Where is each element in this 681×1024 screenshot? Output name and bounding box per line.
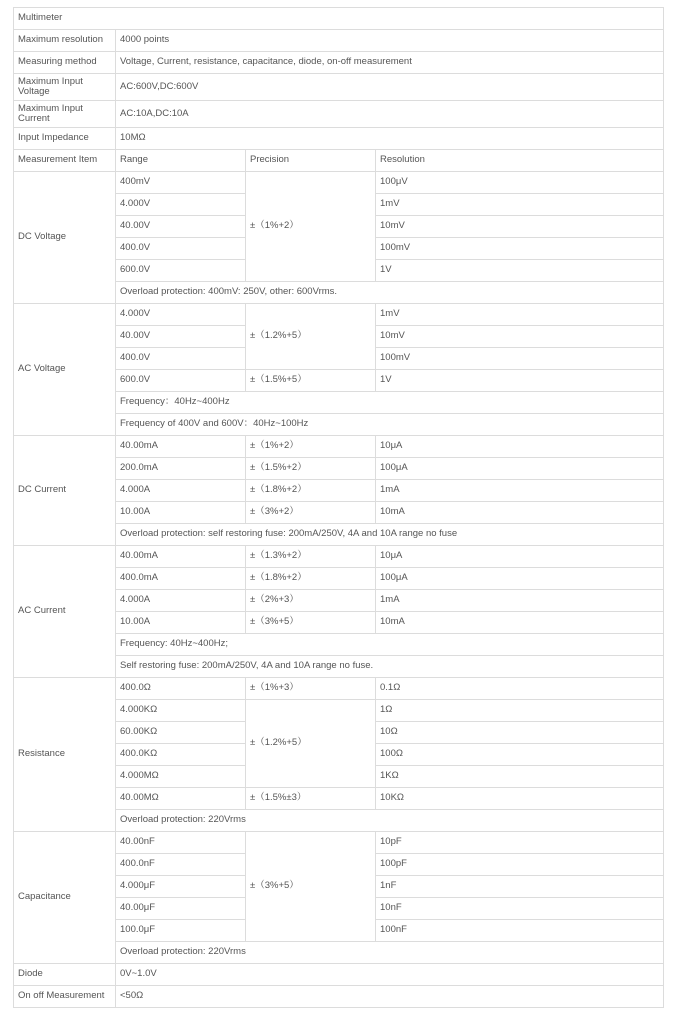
table-title: Multimeter: [14, 8, 664, 30]
spec-value: 0V~1.0V: [116, 964, 664, 986]
measurement-header-row: [14, 150, 664, 172]
precision-cell: ±（1.3%+2）: [246, 546, 376, 568]
note-cell: Frequency：40Hz~400Hz: [116, 392, 664, 414]
resolution-cell: 10mA: [376, 612, 664, 634]
spec-label: Maximum Input Voltage: [14, 74, 116, 101]
spec-row: [14, 964, 664, 986]
note-cell: Frequency: 40Hz~400Hz;: [116, 634, 664, 656]
note-cell: Overload protection: 220Vrms: [116, 942, 664, 964]
spec-row: [14, 986, 664, 1008]
dc-current-label: DC Current: [14, 436, 116, 546]
resolution-cell: 1Ω: [376, 700, 664, 722]
precision-cell: ±（2%+3）: [246, 590, 376, 612]
resolution-cell: 100pF: [376, 854, 664, 876]
note-cell: Overload protection: 220Vrms: [116, 810, 664, 832]
range-cell: 40.00nF: [116, 832, 246, 854]
spec-row: [14, 52, 664, 74]
range-cell: 4.000MΩ: [116, 766, 246, 788]
header-resolution: Resolution: [376, 150, 664, 172]
range-cell: 40.00mA: [116, 436, 246, 458]
resolution-cell: 1mA: [376, 480, 664, 502]
spec-value: Voltage, Current, resistance, capacitance, diode, on-off measurement: [116, 52, 664, 74]
resolution-cell: 0.1Ω: [376, 678, 664, 700]
range-cell: 4.000μF: [116, 876, 246, 898]
resolution-cell: 10KΩ: [376, 788, 664, 810]
resolution-cell: 10pF: [376, 832, 664, 854]
table-row: [14, 678, 664, 700]
precision-cell: ±（1.2%+5）: [246, 304, 376, 370]
resolution-cell: 1mV: [376, 194, 664, 216]
spec-value: 10MΩ: [116, 128, 664, 150]
table-row: [14, 172, 664, 194]
range-cell: 600.0V: [116, 370, 246, 392]
header-measurement-item: Measurement Item: [14, 150, 116, 172]
diode-label: Diode: [14, 964, 116, 986]
note-cell: Overload protection: self restoring fuse: 200mA/250V, 4A and 10A range no fuse: [116, 524, 664, 546]
ac-current-label: AC Current: [14, 546, 116, 678]
range-cell: 100.0μF: [116, 920, 246, 942]
note-cell: Frequency of 400V and 600V：40Hz~100Hz: [116, 414, 664, 436]
onoff-label: On off Measurement: [14, 986, 116, 1008]
spec-label: Maximum resolution: [14, 30, 116, 52]
range-cell: 4.000KΩ: [116, 700, 246, 722]
resolution-cell: 1V: [376, 260, 664, 282]
spec-label: Measuring method: [14, 52, 116, 74]
spec-row: [14, 74, 664, 101]
table-row: [14, 832, 664, 854]
precision-cell: ±（1.5%+5）: [246, 370, 376, 392]
note-cell: Self restoring fuse: 200mA/250V, 4A and 10A range no fuse.: [116, 656, 664, 678]
range-cell: 4.000A: [116, 480, 246, 502]
header-range: Range: [116, 150, 246, 172]
ac-voltage-label: AC Voltage: [14, 304, 116, 436]
resolution-cell: 100μA: [376, 568, 664, 590]
spec-label: Input Impedance: [14, 128, 116, 150]
header-precision: Precision: [246, 150, 376, 172]
range-cell: 400.0nF: [116, 854, 246, 876]
range-cell: 400.0V: [116, 348, 246, 370]
range-cell: 400mV: [116, 172, 246, 194]
capacitance-label: Capacitance: [14, 832, 116, 964]
precision-cell: ±（1.2%+5）: [246, 700, 376, 788]
resolution-cell: 100nF: [376, 920, 664, 942]
resolution-cell: 100Ω: [376, 744, 664, 766]
range-cell: 40.00μF: [116, 898, 246, 920]
resolution-cell: 1KΩ: [376, 766, 664, 788]
spec-label: Maximum Input Current: [14, 101, 116, 128]
precision-cell: ±（1.5%±3）: [246, 788, 376, 810]
range-cell: 4.000V: [116, 194, 246, 216]
precision-cell: ±（3%+5）: [246, 832, 376, 942]
resolution-cell: 1nF: [376, 876, 664, 898]
resolution-cell: 1mV: [376, 304, 664, 326]
title-row: [14, 8, 664, 30]
range-cell: 400.0V: [116, 238, 246, 260]
range-cell: 600.0V: [116, 260, 246, 282]
resolution-cell: 10mV: [376, 326, 664, 348]
range-cell: 40.00V: [116, 326, 246, 348]
spec-row: [14, 128, 664, 150]
range-cell: 40.00V: [116, 216, 246, 238]
range-cell: 4.000V: [116, 304, 246, 326]
precision-cell: ±（3%+2）: [246, 502, 376, 524]
resolution-cell: 100mV: [376, 348, 664, 370]
spec-row: [14, 30, 664, 52]
dc-voltage-label: DC Voltage: [14, 172, 116, 304]
precision-cell: ±（1%+3）: [246, 678, 376, 700]
resolution-cell: 100μV: [376, 172, 664, 194]
range-cell: 40.00MΩ: [116, 788, 246, 810]
range-cell: 10.00A: [116, 612, 246, 634]
range-cell: 10.00A: [116, 502, 246, 524]
resolution-cell: 100μA: [376, 458, 664, 480]
spec-value: 4000 points: [116, 30, 664, 52]
spec-value: AC:10A,DC:10A: [116, 101, 664, 128]
resolution-cell: 10μA: [376, 546, 664, 568]
resolution-cell: 100mV: [376, 238, 664, 260]
precision-cell: ±（1.5%+2）: [246, 458, 376, 480]
multimeter-spec-table: [13, 7, 664, 1008]
precision-cell: ±（1.8%+2）: [246, 480, 376, 502]
range-cell: 60.00KΩ: [116, 722, 246, 744]
range-cell: 400.0Ω: [116, 678, 246, 700]
table-row: [14, 436, 664, 458]
spec-value: AC:600V,DC:600V: [116, 74, 664, 101]
precision-cell: ±（3%+5）: [246, 612, 376, 634]
resistance-label: Resistance: [14, 678, 116, 832]
resolution-cell: 10nF: [376, 898, 664, 920]
resolution-cell: 1mA: [376, 590, 664, 612]
range-cell: 4.000A: [116, 590, 246, 612]
table-row: [14, 304, 664, 326]
spec-row: [14, 101, 664, 128]
precision-cell: ±（1%+2）: [246, 436, 376, 458]
resolution-cell: 10mA: [376, 502, 664, 524]
precision-cell: ±（1.8%+2）: [246, 568, 376, 590]
resolution-cell: 10μA: [376, 436, 664, 458]
precision-cell: ±（1%+2）: [246, 172, 376, 282]
spec-value: <50Ω: [116, 986, 664, 1008]
range-cell: 40.00mA: [116, 546, 246, 568]
range-cell: 400.0mA: [116, 568, 246, 590]
table-row: [14, 546, 664, 568]
note-cell: Overload protection: 400mV: 250V, other: 600Vrms.: [116, 282, 664, 304]
range-cell: 400.0KΩ: [116, 744, 246, 766]
resolution-cell: 1V: [376, 370, 664, 392]
range-cell: 200.0mA: [116, 458, 246, 480]
resolution-cell: 10mV: [376, 216, 664, 238]
resolution-cell: 10Ω: [376, 722, 664, 744]
